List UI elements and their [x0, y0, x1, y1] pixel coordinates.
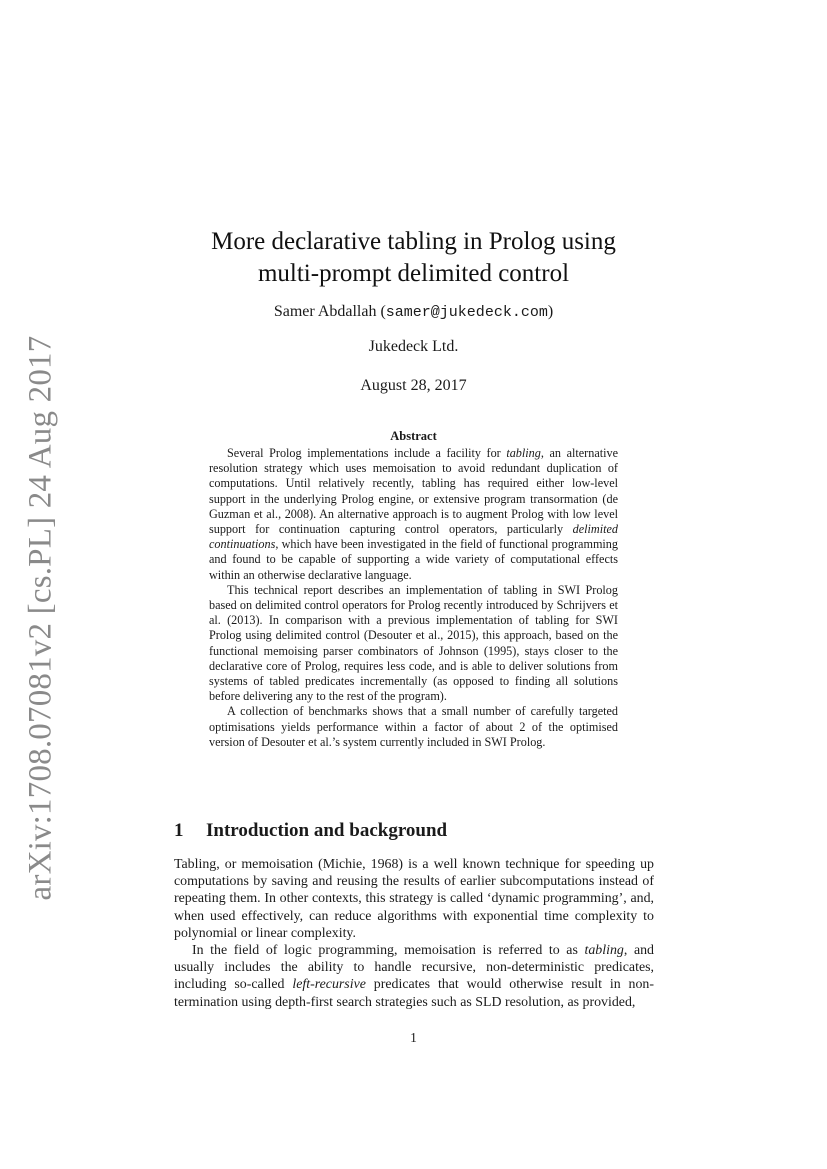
body-paragraph-2	[174, 942, 654, 1011]
abstract-p1-emph-tabling: tabling	[506, 446, 541, 460]
abstract-heading: Abstract	[390, 429, 437, 443]
abstract-p1-emph-delimited: delimited continuations	[209, 522, 618, 552]
abstract-paragraph-3: A collection of benchmarks shows that a small number of carefully targeted optimisations yields performance within a factor of about 2 of the optimised version of Desouter et al.’s system currently included in SWI Prolog.	[209, 704, 618, 749]
abstract-p1-text-b: , an alternative resolution strategy which uses memoisation to avoid redundant duplication of computations. Until relatively recently, tabling has required either low-level support in the underlying Prolog engine, or extensive program transormation (de Guzman et al., 2008). An alternative approach is to augment Prolog with low level support for continuation capturing control operators, particularly	[209, 446, 619, 537]
section-heading	[174, 820, 447, 842]
abstract-body	[209, 446, 618, 750]
publication-date: August 28, 2017	[360, 377, 467, 394]
section-number: 1	[174, 820, 184, 841]
title-line-1: More declarative tabling in Prolog using	[211, 228, 616, 255]
author-email: samer@jukedeck.com	[385, 304, 548, 321]
body-p2-emph-tabling: tabling	[584, 943, 624, 959]
section-title: Introduction and background	[206, 820, 448, 841]
paper-title	[0, 226, 827, 290]
body-paragraph-1: Tabling, or memoisation (Michie, 1968) is a well known technique for speeding up computations by saving and reusing the results of earlier subcomputations instead of repeating them. In other contexts, this strategy is called ‘dynamic programming’, and, when used effectively, can reduce algorithms with exponential time complexity to polynomial or linear complexity.	[174, 857, 654, 941]
author-close-paren: )	[547, 303, 554, 320]
page-number: 1	[410, 1030, 417, 1045]
body-p2-emph-left-recursive: left-recursive	[292, 977, 366, 993]
abstract-p1-text-a: Several Prolog implementations include a facility for	[227, 446, 507, 460]
abstract-p1-text-c: , which have been investigated in the field of functional programming and found to be capable of supporting a wide variety of computational effects within an otherwise declarative language.	[209, 537, 618, 582]
body-p2-text-a: In the field of logic programming, memoisation is referred to as	[192, 943, 585, 959]
section-body	[174, 856, 654, 1011]
author-name: Samer Abdallah (	[273, 303, 386, 320]
body-p2-text-b: , and usually includes the ability to handle recursive, non-deterministic predicates, including so-called	[174, 943, 654, 993]
author-line	[0, 303, 827, 321]
title-line-2: multi-prompt delimited control	[257, 260, 570, 287]
affiliation: Jukedeck Ltd.	[368, 338, 459, 355]
abstract-paragraph-1	[209, 446, 618, 583]
arxiv-identifier-text: arXiv:1708.07081v2 [cs.PL] 24 Aug 2017	[22, 335, 59, 901]
abstract-paragraph-2: This technical report describes an implementation of tabling in SWI Prolog based on delimited control operators for Prolog recently introduced by Schrijvers et al. (2013). In comparison with a previous implementation of tabling for SWI Prolog using delimited control (Desouter et al., 2015), this approach, based on the functional memoising parser combinators of Johnson (1995), stays closer to the declarative core of Prolog, requires less code, and is able to deliver solutions from systems of tabled predicates incrementally (as opposed to finding all solutions before delivering any to the rest of the program).	[209, 582, 618, 704]
body-p2-text-c: predicates that would otherwise result in non-termination using depth-first search strategies such as SLD resolution, as provided,	[174, 977, 654, 1010]
